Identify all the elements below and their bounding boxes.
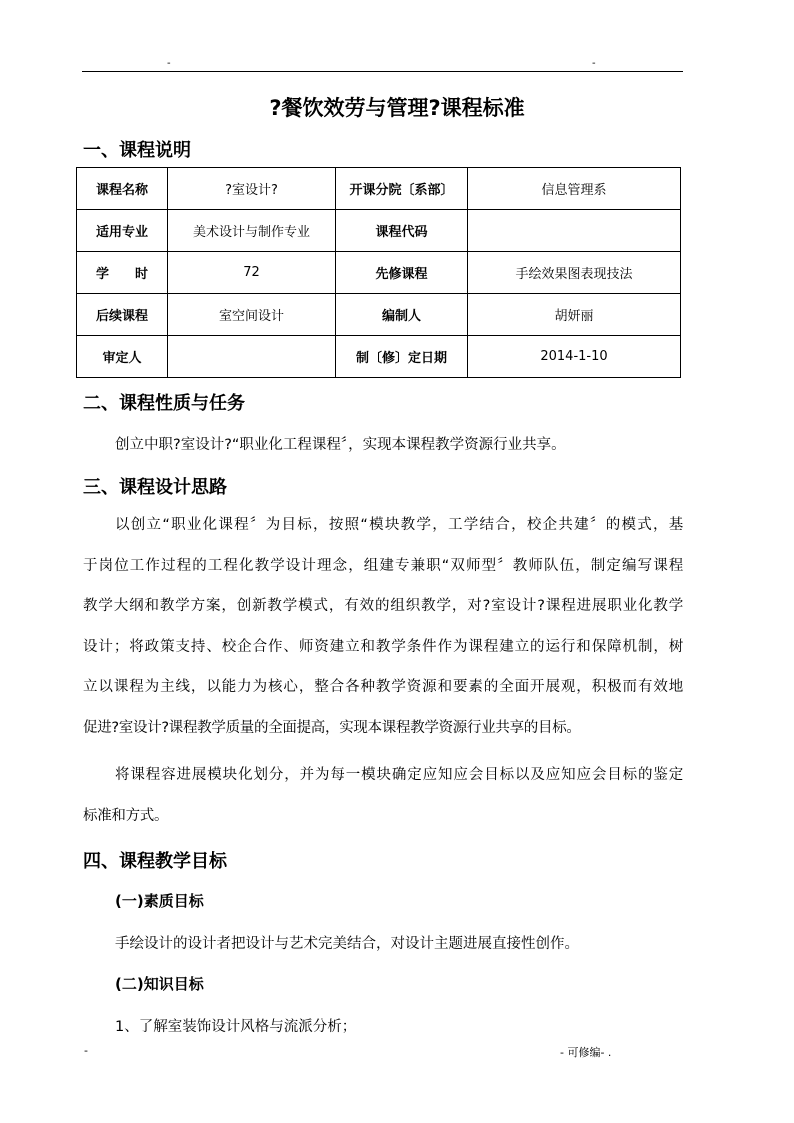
paragraph-line: 促进?室设计?课程教学质量的全面提高，实现本课程教学资源行业共享的目标。 <box>83 719 581 736</box>
table-cell-value: 胡妍丽 <box>468 294 681 336</box>
paragraph-line: 立以课程为主线，以能力为核心，整合各种教学资源和要素的全面开展观，积极而有效地 <box>83 679 683 695</box>
footer-editable-note: - 可修编- . <box>560 1046 612 1059</box>
table-cell-label: 课程名称 <box>77 168 168 210</box>
table-row <box>77 210 681 252</box>
section-heading-1: 一、课程说明 <box>83 140 191 161</box>
section-heading-4: 四、课程教学目标 <box>83 851 227 872</box>
section3-paragraph-2 <box>83 755 683 836</box>
page-title: ?餐饮效劳与管理?课程标准 <box>269 96 525 120</box>
subheading-quality-goals: (一)素质目标 <box>115 892 204 910</box>
table-cell-label: 开课分院〔系部〕 <box>336 168 468 210</box>
table-cell-value: 手绘效果图表现技法 <box>468 252 681 294</box>
paragraph-line: 标准和方式。 <box>83 807 169 824</box>
header-mark-right: - <box>592 58 596 69</box>
paragraph-line: 设计；将政策支持、校企合作、师资建立和教学条件作为课程建立的运行和保障机制，树 <box>83 638 683 655</box>
table-row <box>77 336 681 378</box>
table-row <box>77 252 681 294</box>
footer-mark-left: - <box>84 1044 88 1057</box>
section-heading-2: 二、课程性质与任务 <box>83 393 245 414</box>
table-cell-label: 适用专业 <box>77 210 168 252</box>
paragraph-line: 以创立“职业化课程〞为目标，按照“模块教学，工学结合，校企共建〞的模式，基 <box>115 517 683 533</box>
paragraph-line: 于岗位工作过程的工程化教学设计理念，组建专兼职“双师型〞教师队伍，制定编写课程 <box>83 557 683 574</box>
knowledge-goal-item: 1、了解室装饰设计风格与流派分析； <box>115 1019 357 1035</box>
table-cell-value: 美术设计与制作专业 <box>168 210 336 252</box>
table-cell-value: ?室设计? <box>168 168 336 210</box>
table-cell-value: 72 <box>168 252 336 294</box>
table-cell-label: 学 时 <box>77 252 168 294</box>
table-cell-label: 先修课程 <box>336 252 468 294</box>
table-row <box>77 168 681 210</box>
table-cell-value: 信息管理系 <box>468 168 681 210</box>
table-cell-label: 后续课程 <box>77 294 168 336</box>
table-cell-label: 编制人 <box>336 294 468 336</box>
paragraph-line: 将课程容进展模块化划分，并为每一模块确定应知应会目标以及应知应会目标的鉴定 <box>115 767 683 783</box>
course-info-table <box>76 167 681 378</box>
section2-paragraph: 创立中职?室设计?“职业化工程课程〞，实现本课程教学资源行业共享。 <box>115 437 566 453</box>
table-cell-value: 室空间设计 <box>168 294 336 336</box>
paragraph-line: 教学大纲和教学方案，创新教学模式，有效的组织教学，对?室设计?课程进展职业化教学 <box>83 598 683 614</box>
table-cell-value: 2014-1-10 <box>468 336 681 378</box>
table-cell-label: 课程代码 <box>336 210 468 252</box>
section-heading-3: 三、课程设计思路 <box>83 477 227 498</box>
table-cell-value <box>168 336 336 378</box>
header-mark-left: - <box>167 58 171 69</box>
table-row <box>77 294 681 336</box>
section3-paragraph-1 <box>83 505 683 748</box>
table-cell-value <box>468 210 681 252</box>
subheading-knowledge-goals: (二)知识目标 <box>115 975 204 993</box>
table-cell-label: 制〔修〕定日期 <box>336 336 468 378</box>
header-rule <box>82 71 683 72</box>
quality-goals-text: 手绘设计的设计者把设计与艺术完美结合，对设计主题进展直接性创作。 <box>115 936 579 952</box>
table-cell-label: 审定人 <box>77 336 168 378</box>
